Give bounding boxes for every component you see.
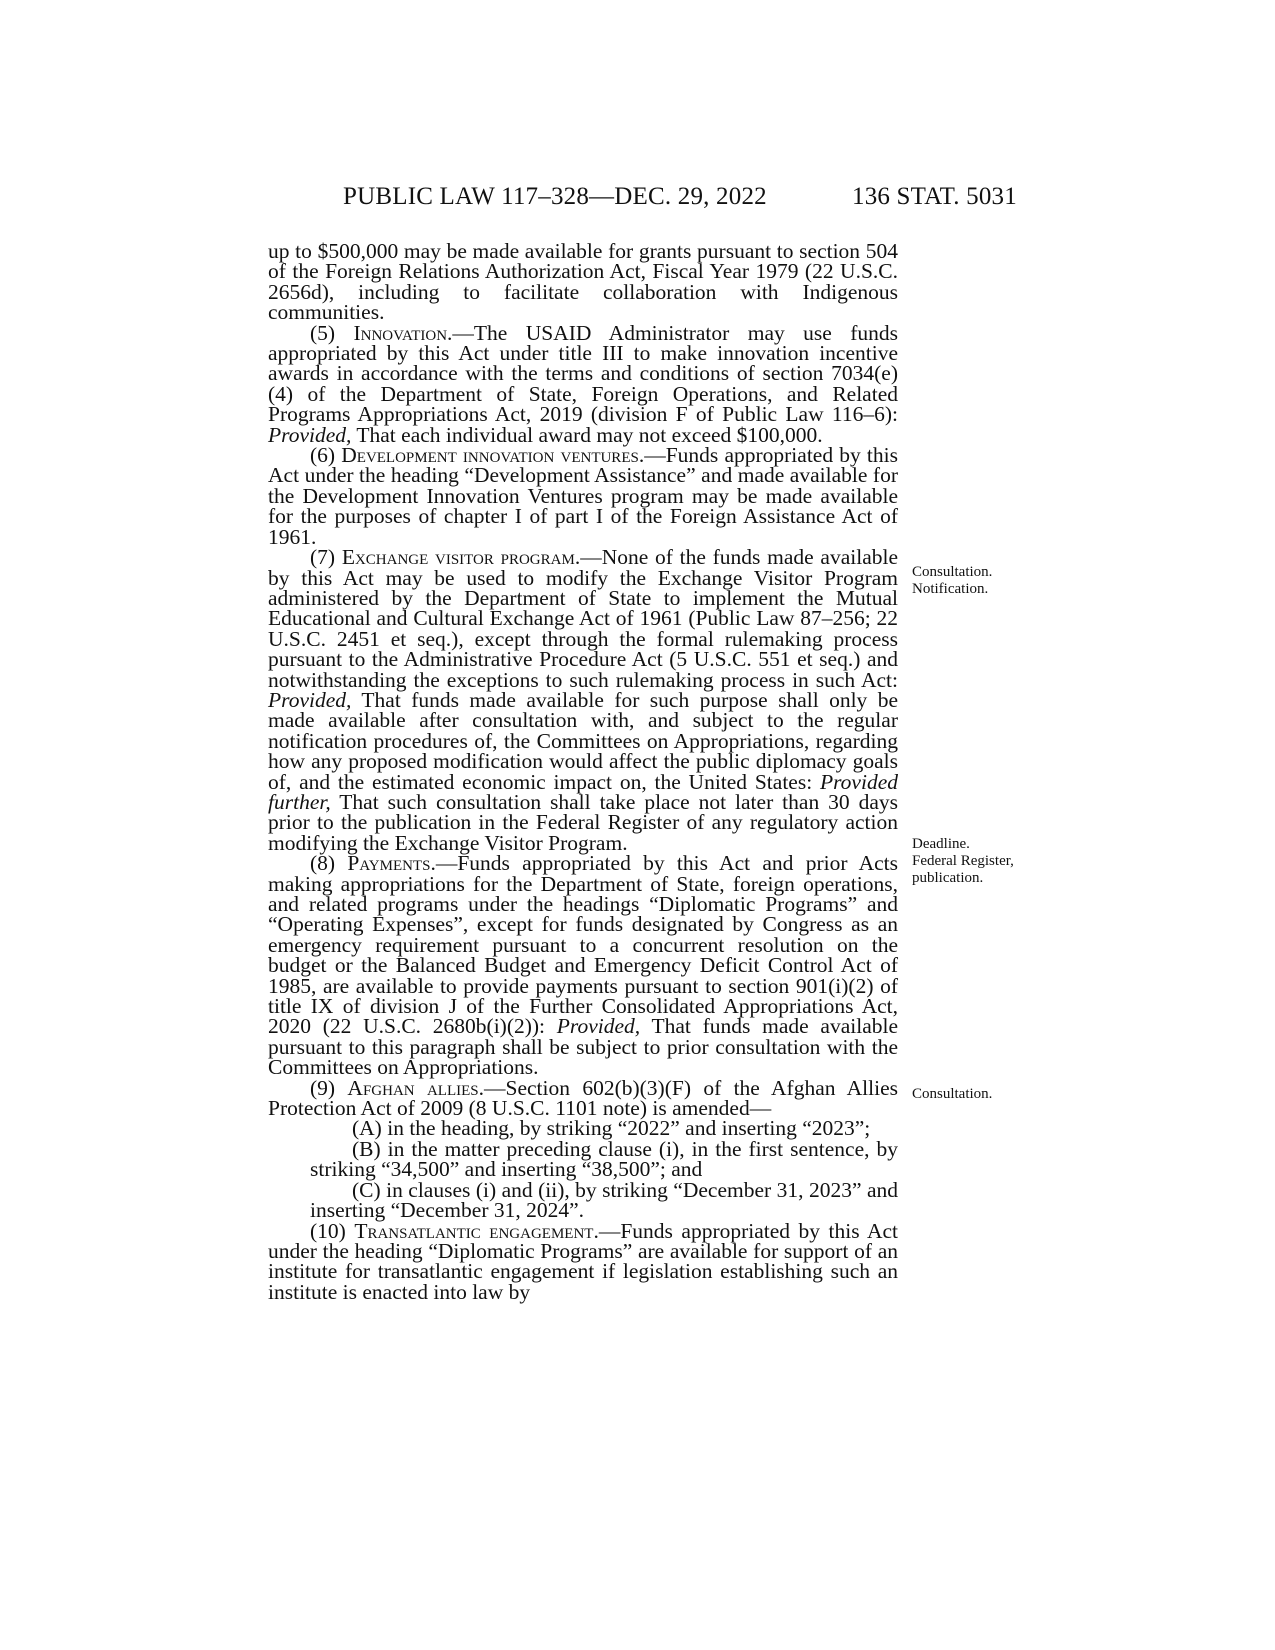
margin-note-line: Consultation. (912, 1086, 993, 1102)
paragraph-9-afghan-allies (268, 1075, 899, 1121)
paragraph-text: up to $500,000 may be made available for grants pursuant to section 504 of the Foreign Relations Authorization Act, Fiscal Year 1979 (22 U.S.C. 2656d), including to facilitate collaboration with Indigenous communities. (268, 239, 898, 325)
subparagraph-a: (A) in the heading, by striking “2022” and inserting “2023”; (352, 1116, 871, 1141)
margin-note-line: Federal Register, (912, 853, 1014, 869)
paragraph-heading: Payments. (347, 851, 436, 876)
paragraph-8-payments (268, 851, 898, 1080)
margin-note-consultation (912, 1086, 992, 1103)
paragraph-heading: Transatlantic engagement. (354, 1218, 599, 1243)
paragraph-heading: Innovation. (353, 320, 453, 345)
paragraph-continuation (268, 241, 898, 323)
subparagraph-c: (C) in clauses (i) and (ii), by striking “December 31, 2023” and inserting “December 31, 2024”. (310, 1177, 898, 1223)
paragraph-heading: Exchange visitor program. (341, 545, 581, 570)
paragraph-text: That each individual award may not exceed $100,000. (351, 422, 823, 447)
margin-note-line: Notification. (912, 581, 989, 597)
proviso-text: Provided further, (268, 769, 898, 814)
paragraph-text: —Funds appropriated by this Act and prior Acts making appropriations for the Department of State, foreign operations, and related programs under the headings “Diplomatic Programs” and “Operating Expenses”, except for funds designated by Congress as an emergency requirement pursuant to a concurrent resolution on the budget or the Balanced Budget and Emergency Deficit Control Act of 1985, are available to provide payments pursuant to section 901(i)(2) of title IX of division J of the Further Consolidated Appropriations Act, 2020 (22 U.S.C. 2680b(i)(2)): (268, 851, 898, 1039)
paragraph-text: —Section 602(b)(3)(F) of the Afghan Allies Protection Act of 2009 (8 U.S.C. 1101 note) is amended— (268, 1075, 899, 1121)
paragraph-text: —Funds appropriated by this Act under the heading “Development Assistance” and made available for the Development Innovation Ventures program may be made available for the purposes of chapter I of part I of the Foreign Assistance Act of 1961. (268, 443, 898, 549)
paragraph-number: (7) (310, 545, 342, 570)
subparagraph-b: (B) in the matter preceding clause (i), in the first sentence, by striking “34,500” and inserting “38,500”; and (310, 1136, 898, 1182)
paragraph-number: (6) (310, 443, 342, 468)
paragraph-number: (5) (310, 320, 354, 345)
statute-body (268, 241, 898, 1302)
paragraph-text: —None of the funds made available by this Act may be used to modify the Exchange Visitor Program administered by the Department of State to implement the Mutual Educational and Cultural Exchange Act of 1961 (Public Law 87–256; 22 U.S.C. 2451 et seq.), except through the formal rulemaking process pursuant to the Administrative Procedure Act (5 U.S.C. 551 et seq.) and notwithstanding the exceptions to such rulemaking process in such Act: (268, 545, 899, 692)
paragraph-7-exchange-visitor-program (268, 547, 898, 853)
running-header-title: PUBLIC LAW 117–328—DEC. 29, 2022 (343, 183, 767, 210)
paragraph-text: —Funds appropriated by this Act under the heading “Diplomatic Programs” are available for support of an institute for transatlantic engagement if legislation establishing such an institute is enacted into law by (268, 1218, 898, 1304)
paragraph-10-transatlantic-engagement (268, 1218, 898, 1304)
paragraph-number: (9) (310, 1075, 348, 1100)
paragraph-text: That funds made available for such purpose shall only be made available after consultation with, and subject to the regular notification procedures of, the Committees on Appropriations, regarding how any proposed modification would affect the public diplomacy goals of, and the estimated economic impact on, the United States: (268, 687, 898, 794)
paragraph-6-development-innovation-ventures (268, 445, 898, 547)
margin-note-deadline-federal-register (912, 836, 1014, 887)
margin-note-line: publication. (912, 870, 984, 886)
proviso-text: Provided, (556, 1014, 641, 1039)
paragraph-5-innovation (268, 320, 898, 447)
paragraph-text: That funds made available pursuant to this paragraph shall be subject to prior consultation with the Committees on Appropriations. (268, 1014, 898, 1080)
paragraph-heading: Development innovation ventures. (341, 443, 645, 468)
margin-note-consultation-notification (912, 564, 992, 598)
paragraph-number: (8) (310, 851, 348, 876)
paragraph-number: (10) (310, 1218, 355, 1243)
paragraph-heading: Afghan allies. (347, 1075, 484, 1100)
statute-page-number: 136 STAT. 5031 (852, 183, 1017, 210)
proviso-text: Provided, (268, 422, 352, 447)
proviso-text: Provided, (268, 687, 352, 712)
paragraph-text: —The USAID Administrator may use funds appropriated by this Act under title III to make innovation incentive awards in accordance with the terms and conditions of section 7034(e)(4) of the Department of State, Foreign Operations, and Related Programs Appropriations Act, 2019 (division F of Public Law 116–6): (268, 320, 898, 427)
paragraph-text: That such consultation shall take place not later than 30 days prior to the publication in the Federal Register of any regulatory action modifying the Exchange Visitor Program. (268, 789, 898, 855)
margin-note-line: Consultation. (912, 564, 993, 580)
margin-note-line: Deadline. (912, 836, 970, 852)
